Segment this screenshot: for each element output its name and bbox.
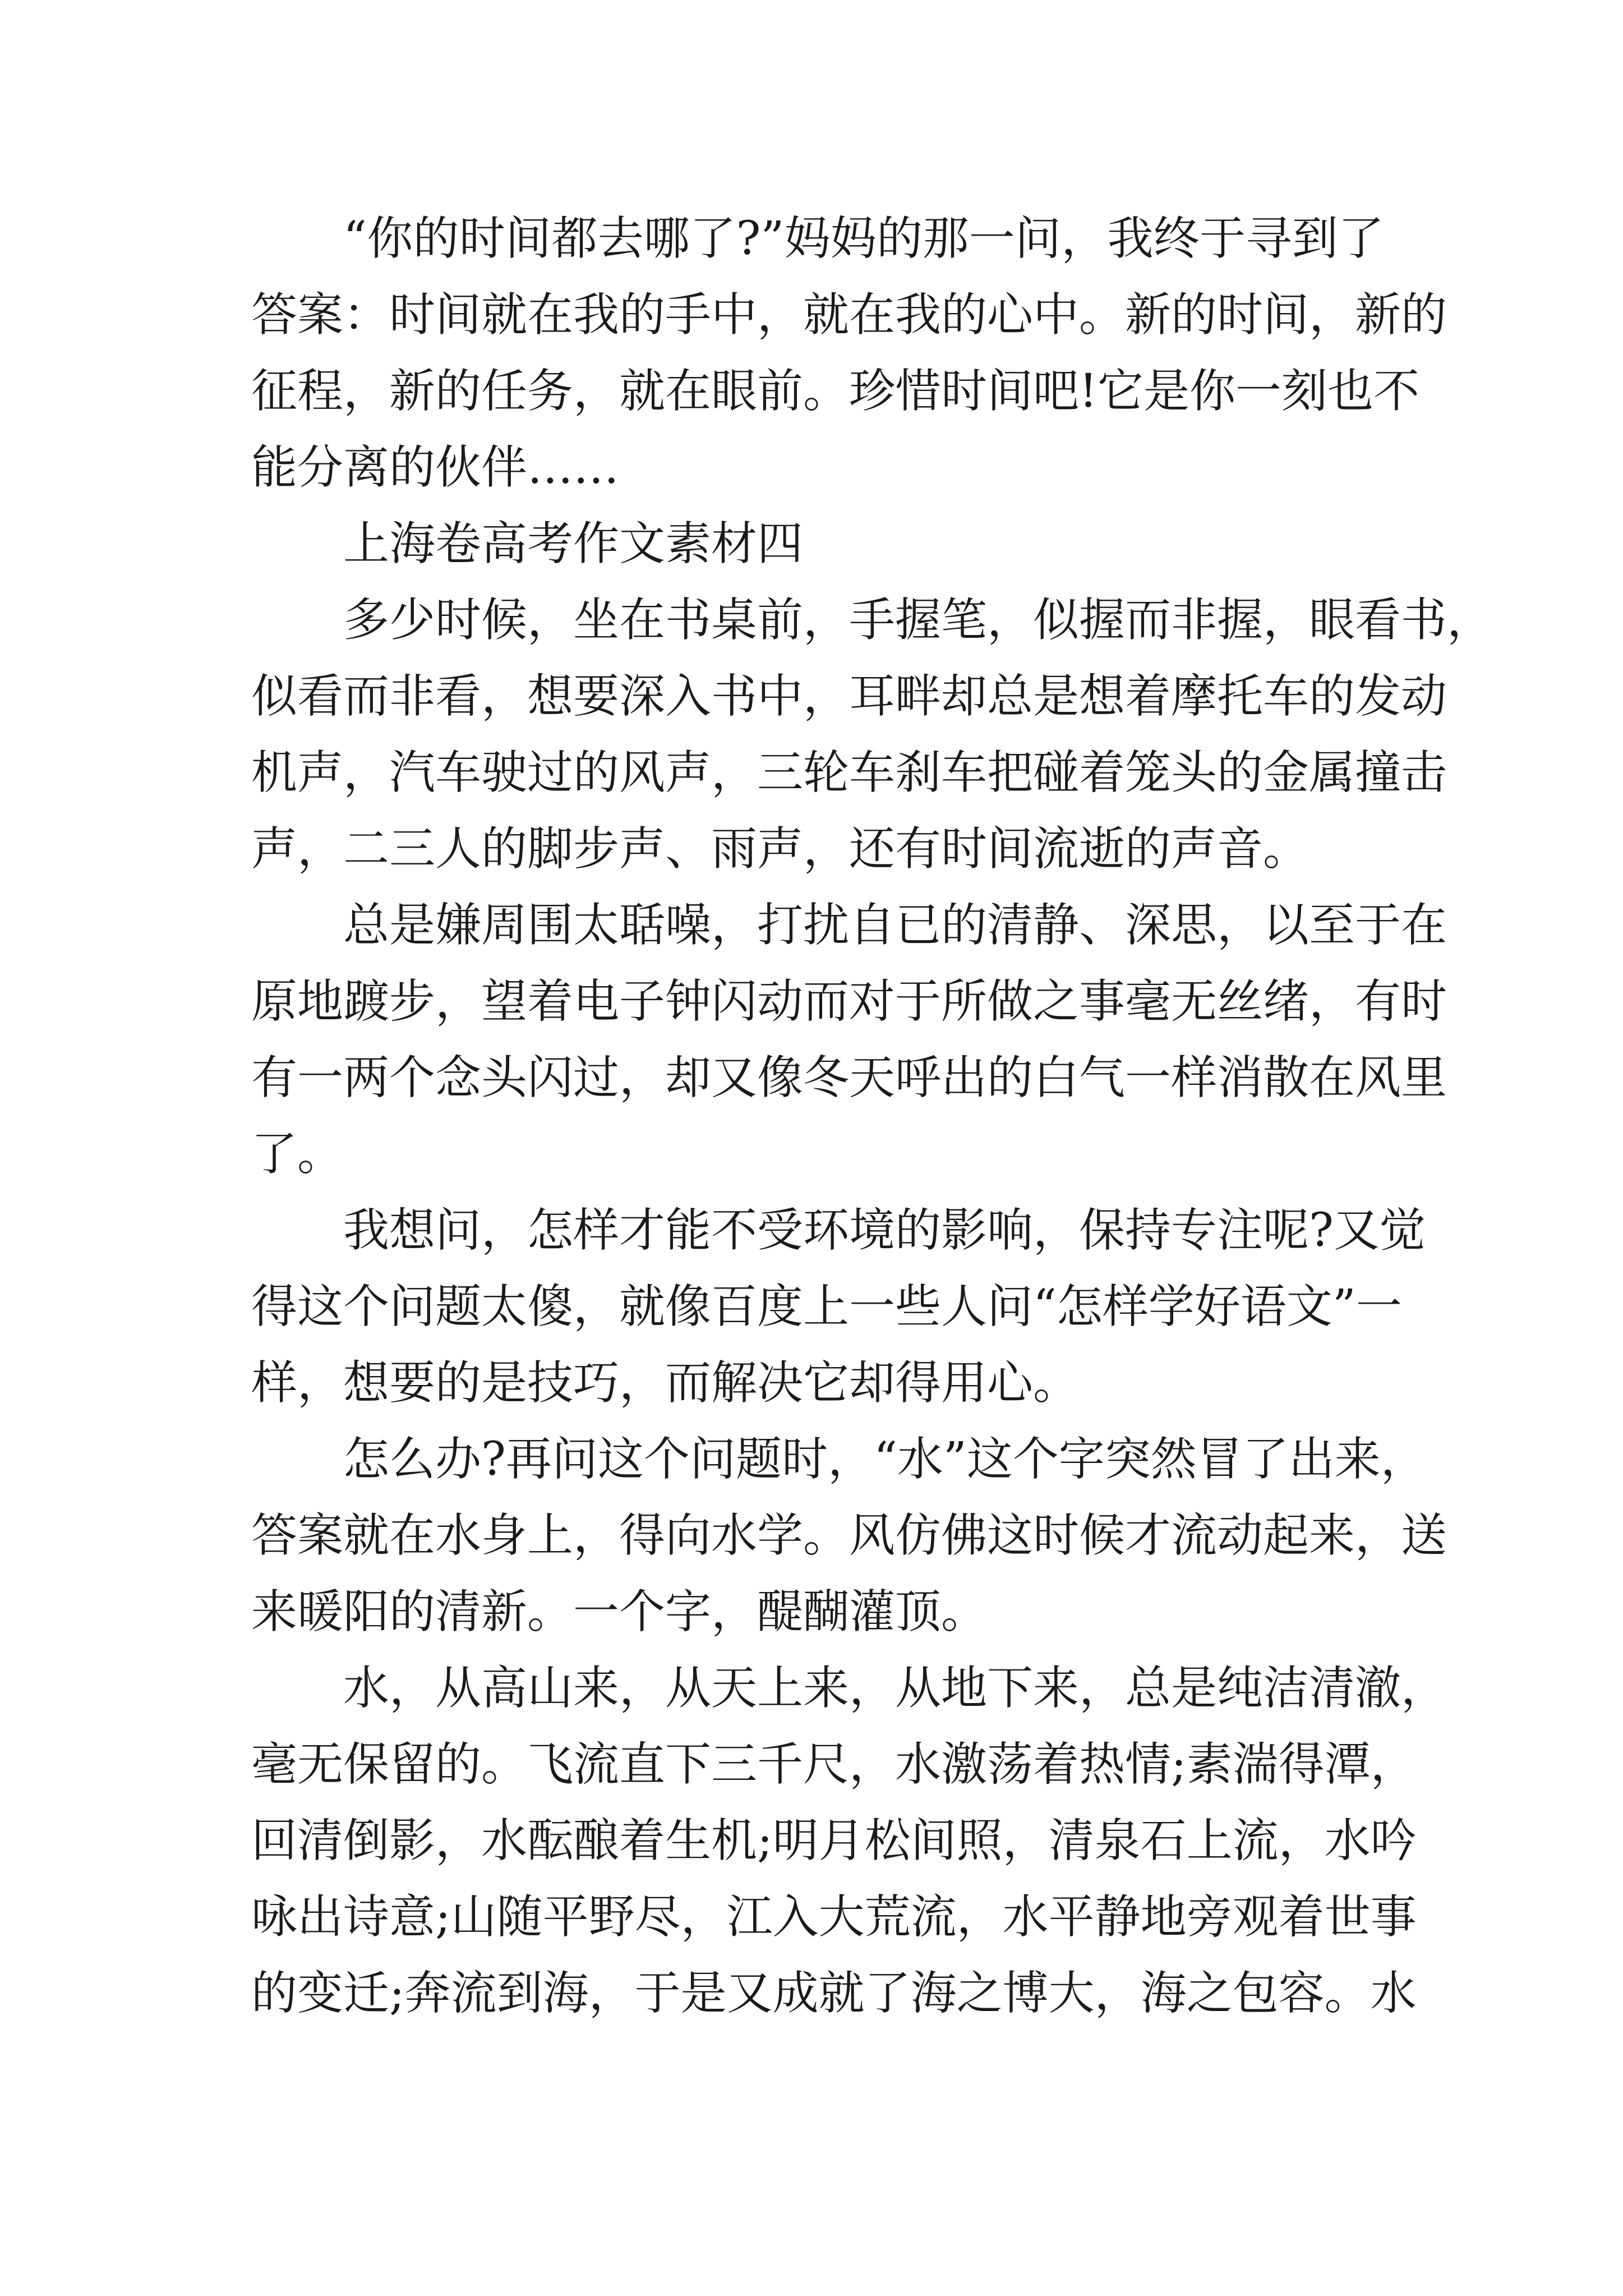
text-line: 原地踱步，望着电子钟闪动而对于所做之事毫无丝绪，有时 xyxy=(251,975,1447,1028)
text-line: 水，从高山来，从天上来，从地下来，总是纯洁清澈， xyxy=(343,1662,1447,1715)
text-line: 声，二三人的脚步声、雨声，还有时间流逝的声音。 xyxy=(251,822,1310,876)
text-line: 总是嫌周围太聒噪，打扰自已的清静、深思，以至于在 xyxy=(343,899,1447,952)
text-line: 多少时候，坐在书桌前，手握笔，似握而非握，眼看书， xyxy=(343,593,1493,647)
text-line: 似看而非看，想要深入书中，耳畔却总是想着摩托车的发动 xyxy=(251,670,1447,723)
text-line: 怎么办?再问这个问题时，“水”这个字突然冒了出来， xyxy=(343,1433,1427,1486)
text-line: 来暖阳的清新。一个字，醍醐灌顶。 xyxy=(251,1585,988,1639)
text-line: 我想问，怎样才能不受环境的影响，保持专注呢?又觉 xyxy=(343,1204,1426,1257)
text-line: 得这个问题太傻，就像百度上一些人问“怎样学好语文”一 xyxy=(251,1280,1402,1333)
text-line: 了。 xyxy=(251,1128,344,1181)
text-line: 机声，汽车驶过的风声，三轮车刹车把碰着笼头的金属撞击 xyxy=(251,746,1447,799)
text-line: 能分离的伙伴…… xyxy=(251,441,620,494)
text-line: “你的时间都去哪了?”妈妈的那一问，我终于寻到了 xyxy=(343,212,1384,265)
text-line: 咏出诗意;山随平野尽，江入大荒流，水平静地旁观着世事 xyxy=(251,1890,1417,1944)
text-line: 答案：时间就在我的手中，就在我的心中。新的时间，新的 xyxy=(251,288,1447,342)
section-heading: 上海卷高考作文素材四 xyxy=(343,517,804,570)
text-line: 征程，新的任务，就在眼前。珍惜时间吧!它是你一刻也不 xyxy=(251,365,1419,418)
text-line: 回清倒影，水酝酿着生机;明月松间照，清泉石上流，水吟 xyxy=(251,1814,1417,1867)
text-line: 的变迁;奔流到海，于是又成就了海之博大，海之包容。水 xyxy=(251,1967,1417,2020)
text-line: 有一两个念头闪过，却又像冬天呼出的白气一样消散在风里 xyxy=(251,1051,1447,1105)
document-body xyxy=(251,201,1493,2032)
text-line: 毫无保留的。飞流直下三千尺，水激荡着热情;素湍得潭， xyxy=(251,1738,1417,1791)
text-line: 答案就在水身上，得向水学。风仿佛这时候才流动起来，送 xyxy=(251,1509,1447,1562)
text-line: 样，想要的是技巧，而解决它却得用心。 xyxy=(251,1356,1080,1410)
